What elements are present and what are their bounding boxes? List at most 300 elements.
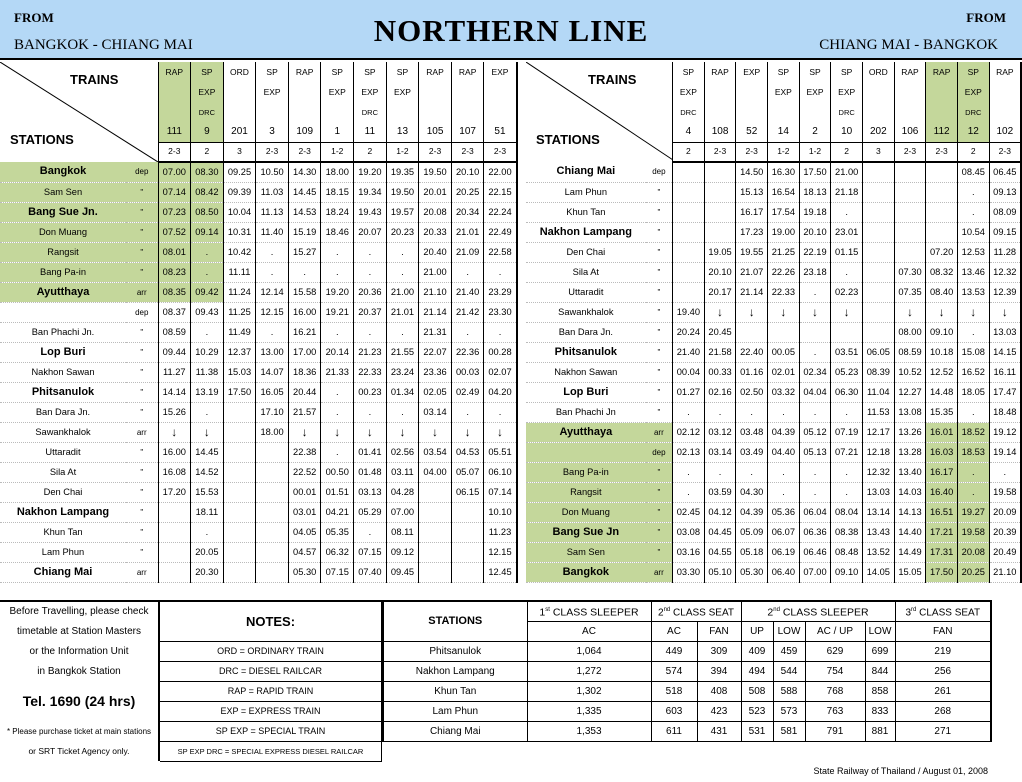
departure-time <box>863 262 895 282</box>
departure-time: 22.19 <box>799 242 831 262</box>
train-number: 2 <box>799 122 831 142</box>
schedule-row <box>526 482 1021 502</box>
fare-value: 261 <box>895 681 991 701</box>
arr-dep-marker: " <box>646 522 673 542</box>
fare-value: 844 <box>865 661 895 681</box>
train-type: DRC <box>673 102 705 122</box>
class-num: 1 <box>539 606 546 618</box>
arr-dep-marker: " <box>126 182 158 202</box>
station-name: Ayutthaya <box>0 282 126 302</box>
departure-time: 04.05 <box>288 522 321 542</box>
train-type <box>256 102 289 122</box>
departure-time: 13.00 <box>256 342 289 362</box>
departure-time <box>704 182 736 202</box>
departure-time <box>894 202 926 222</box>
departure-time <box>863 282 895 302</box>
departure-time <box>673 202 705 222</box>
train-type: EXP <box>957 82 989 102</box>
departure-time: 16.52 <box>957 362 989 382</box>
train-type: ORD <box>223 62 256 82</box>
train-class: 2 <box>354 142 387 162</box>
train-class: 2-3 <box>894 142 926 162</box>
train-type <box>158 82 191 102</box>
train-type: RAP <box>158 62 191 82</box>
departure-time: . <box>386 242 419 262</box>
departure-time: 12.37 <box>223 342 256 362</box>
departure-time: 21.00 <box>386 282 419 302</box>
departure-time: 14.40 <box>894 522 926 542</box>
departure-time: 16.17 <box>926 462 958 482</box>
departure-time: 02.05 <box>419 382 452 402</box>
schedule-row <box>0 442 517 462</box>
fare-value: 603 <box>651 701 697 721</box>
south-schedule-table <box>0 62 518 583</box>
departure-time: . <box>256 322 289 342</box>
departure-time: . <box>831 262 863 282</box>
station-name: Sam Sen <box>526 542 646 562</box>
departure-time: 21.40 <box>451 282 484 302</box>
departure-time: 04.28 <box>386 482 419 502</box>
route-left: BANGKOK - CHIANG MAI <box>14 37 193 53</box>
departure-time: . <box>354 402 387 422</box>
fare-subheader: LOW <box>773 621 805 641</box>
departure-time: 00.50 <box>321 462 354 482</box>
departure-time <box>223 402 256 422</box>
stations-label: STATIONS <box>536 132 600 147</box>
train-type <box>989 102 1021 122</box>
departure-time: 23.30 <box>484 302 517 322</box>
departure-time: 05.29 <box>354 502 387 522</box>
departure-time <box>673 282 705 302</box>
departure-time: 22.24 <box>484 202 517 222</box>
info-line: or the Information Unit <box>29 645 129 657</box>
departure-time: 03.14 <box>419 402 452 422</box>
departure-time: . <box>354 242 387 262</box>
departure-time: 21.18 <box>831 182 863 202</box>
departure-time: 16.11 <box>989 362 1021 382</box>
departure-time: 18.36 <box>288 362 321 382</box>
departure-time: 21.07 <box>736 262 768 282</box>
departure-time: . <box>484 262 517 282</box>
departure-time: 06.19 <box>768 542 800 562</box>
schedule-row <box>526 402 1021 422</box>
departure-time: 22.40 <box>736 342 768 362</box>
departure-time: 07.14 <box>158 182 191 202</box>
departure-time: 18.46 <box>321 222 354 242</box>
departure-time: . <box>484 402 517 422</box>
departure-time: 06.05 <box>863 342 895 362</box>
station-name <box>526 442 646 462</box>
trains-stations-corner <box>0 62 158 162</box>
departure-time: 21.00 <box>419 262 452 282</box>
departure-time: 13.19 <box>191 382 224 402</box>
departure-time: 09.39 <box>223 182 256 202</box>
departure-time <box>673 242 705 262</box>
departure-time: 15.03 <box>223 362 256 382</box>
departure-time: 08.30 <box>191 162 224 182</box>
schedule-row <box>0 382 517 402</box>
departure-time: 19.57 <box>386 202 419 222</box>
departure-time: 08.01 <box>158 242 191 262</box>
departure-time: 22.33 <box>768 282 800 302</box>
departure-time: ↓ <box>704 302 736 322</box>
departure-time: 07.19 <box>831 422 863 442</box>
departure-time: 10.18 <box>926 342 958 362</box>
departure-time: 05.09 <box>736 522 768 542</box>
departure-time: 20.37 <box>354 302 387 322</box>
fare-station: Phitsanulok <box>383 641 527 661</box>
arr-dep-marker: dep <box>126 162 158 182</box>
departure-time <box>223 482 256 502</box>
schedule-row <box>526 442 1021 462</box>
departure-time: ↓ <box>484 422 517 442</box>
departure-time: ↓ <box>419 422 452 442</box>
station-name: Nakhon Sawan <box>526 362 646 382</box>
departure-time: 15.27 <box>288 242 321 262</box>
train-type <box>926 102 958 122</box>
departure-time: 09.10 <box>831 562 863 582</box>
fare-subheader: LOW <box>865 621 895 641</box>
departure-time: ↓ <box>957 302 989 322</box>
departure-time: 02.16 <box>704 382 736 402</box>
departure-time: 04.57 <box>288 542 321 562</box>
departure-time <box>926 222 958 242</box>
departure-time: 23.01 <box>831 222 863 242</box>
departure-time: . <box>768 462 800 482</box>
departure-time: 03.59 <box>704 482 736 502</box>
departure-time: 19.20 <box>321 282 354 302</box>
departure-time: . <box>768 402 800 422</box>
departure-time: 04.40 <box>768 442 800 462</box>
departure-time: 22.52 <box>288 462 321 482</box>
arr-dep-marker: " <box>646 242 673 262</box>
train-number: 107 <box>451 122 484 142</box>
departure-time: 21.00 <box>831 162 863 182</box>
station-name: Ban Dara Jn. <box>526 322 646 342</box>
departure-time: 16.00 <box>288 302 321 322</box>
departure-time: 03.51 <box>831 342 863 362</box>
note-item: SP EXP = SPECIAL TRAIN <box>160 721 382 741</box>
departure-time: ↓ <box>191 422 224 442</box>
departure-time: 13.26 <box>894 422 926 442</box>
departure-time: 07.30 <box>894 262 926 282</box>
departure-time: 12.27 <box>894 382 926 402</box>
departure-time: . <box>957 482 989 502</box>
trains-label: TRAINS <box>70 72 119 87</box>
departure-time: 17.50 <box>799 162 831 182</box>
train-class: 2-3 <box>288 142 321 162</box>
departure-time: 14.45 <box>288 182 321 202</box>
departure-time: 14.05 <box>863 562 895 582</box>
departure-time: 03.08 <box>673 522 705 542</box>
departure-time: 20.24 <box>673 322 705 342</box>
schedule-row <box>526 522 1021 542</box>
train-type: EXP <box>191 82 224 102</box>
departure-time: . <box>451 322 484 342</box>
fare-value: 309 <box>697 641 741 661</box>
phone-number: Tel. 1690 (24 hrs) <box>22 692 136 709</box>
departure-time: . <box>321 242 354 262</box>
departure-time: 16.01 <box>926 422 958 442</box>
departure-time: 07.40 <box>354 562 387 582</box>
train-number: 112 <box>926 122 958 142</box>
departure-time: . <box>354 322 387 342</box>
departure-time <box>256 502 289 522</box>
station-name: Uttaradit <box>0 442 126 462</box>
train-type <box>863 82 895 102</box>
arr-dep-marker: arr <box>646 422 673 442</box>
station-name: Nakhon Lampang <box>526 222 646 242</box>
schedule-row <box>526 462 1021 482</box>
departure-time: 21.55 <box>386 342 419 362</box>
departure-time: 21.10 <box>419 282 452 302</box>
departure-time: 03.11 <box>386 462 419 482</box>
departure-time: 07.00 <box>799 562 831 582</box>
departure-time: . <box>673 482 705 502</box>
schedule-row <box>0 542 517 562</box>
station-name: Don Muang <box>0 222 126 242</box>
departure-time: 02.49 <box>451 382 484 402</box>
schedule-row <box>0 482 517 502</box>
departure-time: 15.26 <box>158 402 191 422</box>
departure-time: 22.00 <box>484 162 517 182</box>
header-banner <box>0 0 1022 60</box>
departure-time: 06.07 <box>768 522 800 542</box>
departure-time: . <box>799 342 831 362</box>
train-number: 102 <box>989 122 1021 142</box>
departure-time: 14.15 <box>989 342 1021 362</box>
departure-time: ↓ <box>158 422 191 442</box>
departure-time: 23.24 <box>386 362 419 382</box>
arr-dep-marker: " <box>646 362 673 382</box>
departure-time: ↓ <box>451 422 484 442</box>
note-item: SP EXP DRC = SPECIAL EXPRESS DIESEL RAILCAR <box>160 741 382 761</box>
fare-value: 271 <box>895 721 991 741</box>
departure-time: 05.07 <box>451 462 484 482</box>
departure-time: 20.33 <box>419 222 452 242</box>
departure-time <box>256 522 289 542</box>
arr-dep-marker: arr <box>126 562 158 582</box>
departure-time: 01.16 <box>736 362 768 382</box>
departure-time: . <box>321 402 354 422</box>
departure-time <box>419 522 452 542</box>
train-type: SP <box>673 62 705 82</box>
departure-time: 10.31 <box>223 222 256 242</box>
schedule-row <box>526 202 1021 222</box>
schedule-row <box>0 282 517 302</box>
train-type: EXP <box>768 82 800 102</box>
train-type: EXP <box>484 62 517 82</box>
departure-time: 19.40 <box>673 302 705 322</box>
departure-time: 10.50 <box>256 162 289 182</box>
departure-time: 14.07 <box>256 362 289 382</box>
fare-value: 588 <box>773 681 805 701</box>
departure-time: 04.39 <box>736 502 768 522</box>
departure-time <box>863 182 895 202</box>
schedule-row <box>526 162 1021 182</box>
departure-time: 03.01 <box>288 502 321 522</box>
fare-value: 768 <box>805 681 865 701</box>
departure-time: 23.29 <box>484 282 517 302</box>
departure-time: . <box>799 482 831 502</box>
departure-time: . <box>191 522 224 542</box>
departure-time: 18.53 <box>957 442 989 462</box>
departure-time: 20.30 <box>191 562 224 582</box>
departure-time: . <box>704 402 736 422</box>
fare-subheader: FAN <box>697 621 741 641</box>
fare-value: 763 <box>805 701 865 721</box>
departure-time: 18.15 <box>321 182 354 202</box>
train-type <box>419 82 452 102</box>
departure-time: 00.04 <box>673 362 705 382</box>
departure-time: 04.45 <box>704 522 736 542</box>
departure-time: 02.13 <box>673 442 705 462</box>
ticket-note: * Please purchase ticket at main stations <box>6 726 152 736</box>
train-type: RAP <box>451 62 484 82</box>
schedule-row <box>0 362 517 382</box>
departure-time: 21.42 <box>451 302 484 322</box>
schedule-row <box>0 162 517 182</box>
departure-time: 02.56 <box>386 442 419 462</box>
arr-dep-marker: " <box>646 382 673 402</box>
departure-time: 13.40 <box>894 462 926 482</box>
departure-time: 12.53 <box>957 242 989 262</box>
train-class: 2 <box>957 142 989 162</box>
departure-time: . <box>673 402 705 422</box>
departure-time: 05.30 <box>288 562 321 582</box>
train-type <box>989 82 1021 102</box>
departure-time: 18.11 <box>191 502 224 522</box>
fare-value: 858 <box>865 681 895 701</box>
departure-time: 21.31 <box>419 322 452 342</box>
departure-time: 21.14 <box>419 302 452 322</box>
arr-dep-marker: arr <box>646 562 673 582</box>
station-name: Ban Dara Jn. <box>0 402 126 422</box>
departure-time: 06.15 <box>451 482 484 502</box>
departure-time: 20.44 <box>288 382 321 402</box>
departure-time: 04.39 <box>768 422 800 442</box>
note-item: RAP = RAPID TRAIN <box>160 681 382 701</box>
departure-time: . <box>736 462 768 482</box>
route-right: CHIANG MAI - BANGKOK <box>819 37 998 53</box>
departure-time: 02.45 <box>673 502 705 522</box>
departure-time: 20.36 <box>354 282 387 302</box>
departure-time: 05.13 <box>799 442 831 462</box>
departure-time: 03.48 <box>736 422 768 442</box>
departure-time: 09.43 <box>191 302 224 322</box>
arr-dep-marker: " <box>126 262 158 282</box>
fare-value: 629 <box>805 641 865 661</box>
station-name: Ban Phachi Jn <box>526 402 646 422</box>
train-type <box>321 102 354 122</box>
departure-time: . <box>957 182 989 202</box>
departure-time: 20.14 <box>321 342 354 362</box>
train-number: 14 <box>768 122 800 142</box>
train-type <box>451 82 484 102</box>
departure-time <box>673 222 705 242</box>
schedule-row <box>526 502 1021 522</box>
fare-value: 449 <box>651 641 697 661</box>
station-name: Bang Sue Jn <box>526 522 646 542</box>
departure-time: 15.19 <box>288 222 321 242</box>
arr-dep-marker: " <box>646 482 673 502</box>
train-type: DRC <box>191 102 224 122</box>
train-class: 2-3 <box>736 142 768 162</box>
departure-time: 16.03 <box>926 442 958 462</box>
departure-time: 18.48 <box>989 402 1021 422</box>
departure-time: . <box>957 402 989 422</box>
departure-time <box>256 442 289 462</box>
departure-time: 17.21 <box>926 522 958 542</box>
departure-time: 11.25 <box>223 302 256 322</box>
arr-dep-marker: " <box>646 342 673 362</box>
departure-time: 17.54 <box>768 202 800 222</box>
train-class: 2 <box>831 142 863 162</box>
fare-value: 508 <box>741 681 773 701</box>
arr-dep-marker: arr <box>126 422 158 442</box>
schedule-row <box>526 422 1021 442</box>
departure-time: . <box>191 242 224 262</box>
schedule-row <box>526 562 1021 582</box>
departure-time <box>451 522 484 542</box>
train-type: SP <box>321 62 354 82</box>
trains-stations-corner <box>526 62 673 162</box>
departure-time: 16.17 <box>736 202 768 222</box>
departure-time: 14.52 <box>191 462 224 482</box>
departure-time: 11.23 <box>484 522 517 542</box>
departure-time: 18.05 <box>957 382 989 402</box>
departure-time: 19.58 <box>957 522 989 542</box>
train-number: 51 <box>484 122 517 142</box>
departure-time: 19.18 <box>799 202 831 222</box>
departure-time: 07.00 <box>158 162 191 182</box>
departure-time: ↓ <box>288 422 321 442</box>
station-name: Phitsanulok <box>0 382 126 402</box>
departure-time <box>926 202 958 222</box>
departure-time: 11.11 <box>223 262 256 282</box>
departure-time: . <box>386 322 419 342</box>
departure-time <box>863 222 895 242</box>
departure-time: 00.05 <box>768 342 800 362</box>
departure-time: 01.27 <box>673 382 705 402</box>
departure-time <box>451 502 484 522</box>
departure-time: 07.21 <box>831 442 863 462</box>
departure-time: 08.38 <box>831 522 863 542</box>
arr-dep-marker: " <box>126 342 158 362</box>
departure-time: 12.15 <box>484 542 517 562</box>
info-line: timetable at Station Masters <box>17 625 141 637</box>
fare-row <box>383 661 991 681</box>
train-type: RAP <box>704 62 736 82</box>
train-type: DRC <box>831 102 863 122</box>
train-class: 2-3 <box>158 142 191 162</box>
departure-time <box>799 322 831 342</box>
arr-dep-marker: " <box>646 402 673 422</box>
departure-time <box>926 182 958 202</box>
departure-time: 04.21 <box>321 502 354 522</box>
fare-value: 408 <box>697 681 741 701</box>
departure-time: ↓ <box>768 302 800 322</box>
arr-dep-marker: " <box>126 362 158 382</box>
schedule-row <box>526 282 1021 302</box>
fare-value: 881 <box>865 721 895 741</box>
fare-value: 523 <box>741 701 773 721</box>
departure-time: 11.49 <box>223 322 256 342</box>
departure-time: 20.34 <box>451 202 484 222</box>
train-type: SP <box>386 62 419 82</box>
departure-time: 16.00 <box>158 442 191 462</box>
departure-time: 13.43 <box>863 522 895 542</box>
